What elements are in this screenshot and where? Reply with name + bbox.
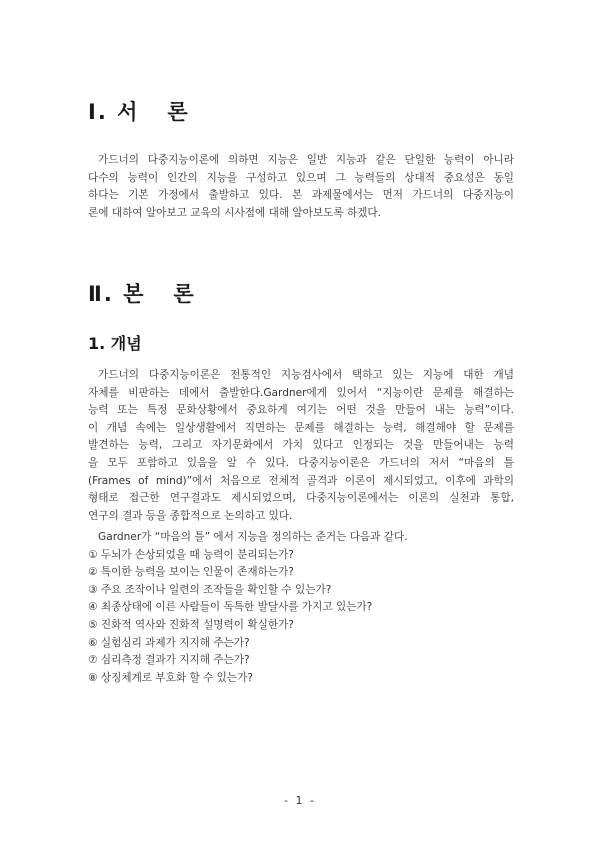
criteria-item: ① 두뇌가 손상되었을 때 능력이 분리되는가? — [88, 548, 294, 561]
paragraph-line: 발견하는 능력, 그리고 자기문화에서 가치 있다고 인정되는 것을 만들어내는 능력 — [88, 439, 514, 452]
paragraph-line: 이 개념 속에는 일상생활에서 직면하는 문제를 해결하는 능력, 해결해야 할 문제를 — [88, 421, 514, 434]
page-number: - 1 - — [284, 794, 316, 807]
criteria-item: ③ 주요 조작이나 일련의 조작들을 확인할 수 있는가? — [88, 583, 332, 596]
criteria-intro: Gardner가 “마음의 틀” 에서 지능을 정의하는 준거는 다음과 같다. — [98, 531, 408, 543]
paragraph-line: (Frames of mind)”에서 처음으로 전체적 골격과 이론이 제시되었고, 이후에 과학의 — [88, 474, 514, 487]
paragraph-line: 다수의 능력이 인간의 지능을 구성하고 있으며 그 능력들의 상대적 중요성은 동일 — [88, 171, 514, 184]
paragraph-line: 론에 대하여 알아보고 교육의 시사점에 대해 알아보도록 하겠다. — [88, 206, 382, 219]
paragraph-line: 형태로 접근한 연구결과도 제시되었으며, 다중지능이론에서는 이론의 실천과 통합, — [88, 492, 514, 505]
paragraph-line: 연구의 결과 등을 종합적으로 논의하고 있다. — [88, 509, 293, 522]
paragraph-line: 을 모두 포함하고 있음을 알 수 있다. 다중지능이론은 가드너의 저서 “마음의 틀 — [88, 456, 514, 469]
paragraph-line: 하다는 기본 가정에서 출발하고 있다. 본 과제물에서는 먼저 가드너의 다중지능이 — [88, 189, 514, 202]
paragraph-line: 가드너의 다중지능이론에 의하면 지능은 일반 지능과 같은 단일한 능력이 아니라 — [98, 154, 514, 166]
concept-paragraph — [88, 367, 514, 525]
subsection-heading-concept: 1. 개념 — [88, 334, 142, 353]
criteria-list — [88, 529, 514, 687]
section-heading-introduction: Ⅰ. 서 론 — [88, 100, 190, 124]
paragraph-line: 자체를 비판하는 데에서 출발한다.Gardner에게 있어서 “지능이란 문제를 해결하는 — [88, 386, 514, 399]
criteria-item: ⑤ 진화적 역사와 진화적 설명력이 확실한가? — [88, 618, 294, 631]
paragraph-line: 능력 또는 특정 문화상황에서 중요하게 여기는 어떤 것을 만들어 내는 능력”이다. — [88, 404, 514, 417]
introduction-paragraph — [88, 152, 514, 222]
section-heading-body: Ⅱ. 본 론 — [88, 282, 196, 306]
criteria-item: ② 특이한 능력을 보이는 인물이 존재하는가? — [88, 566, 294, 579]
criteria-item: ⑥ 실험심리 과제가 지지해 주는가? — [88, 636, 250, 649]
criteria-item: ④ 최종상태에 이른 사람들이 독특한 발달사를 가지고 있는가? — [88, 601, 373, 614]
criteria-item: ⑧ 상징체계로 부호화 할 수 있는가? — [88, 671, 253, 684]
criteria-item: ⑦ 심리측정 결과가 지지해 주는가? — [88, 654, 250, 667]
paragraph-line: 가드너의 다중지능이론은 전통적인 지능검사에서 택하고 있는 지능에 대한 개념 — [98, 369, 514, 381]
